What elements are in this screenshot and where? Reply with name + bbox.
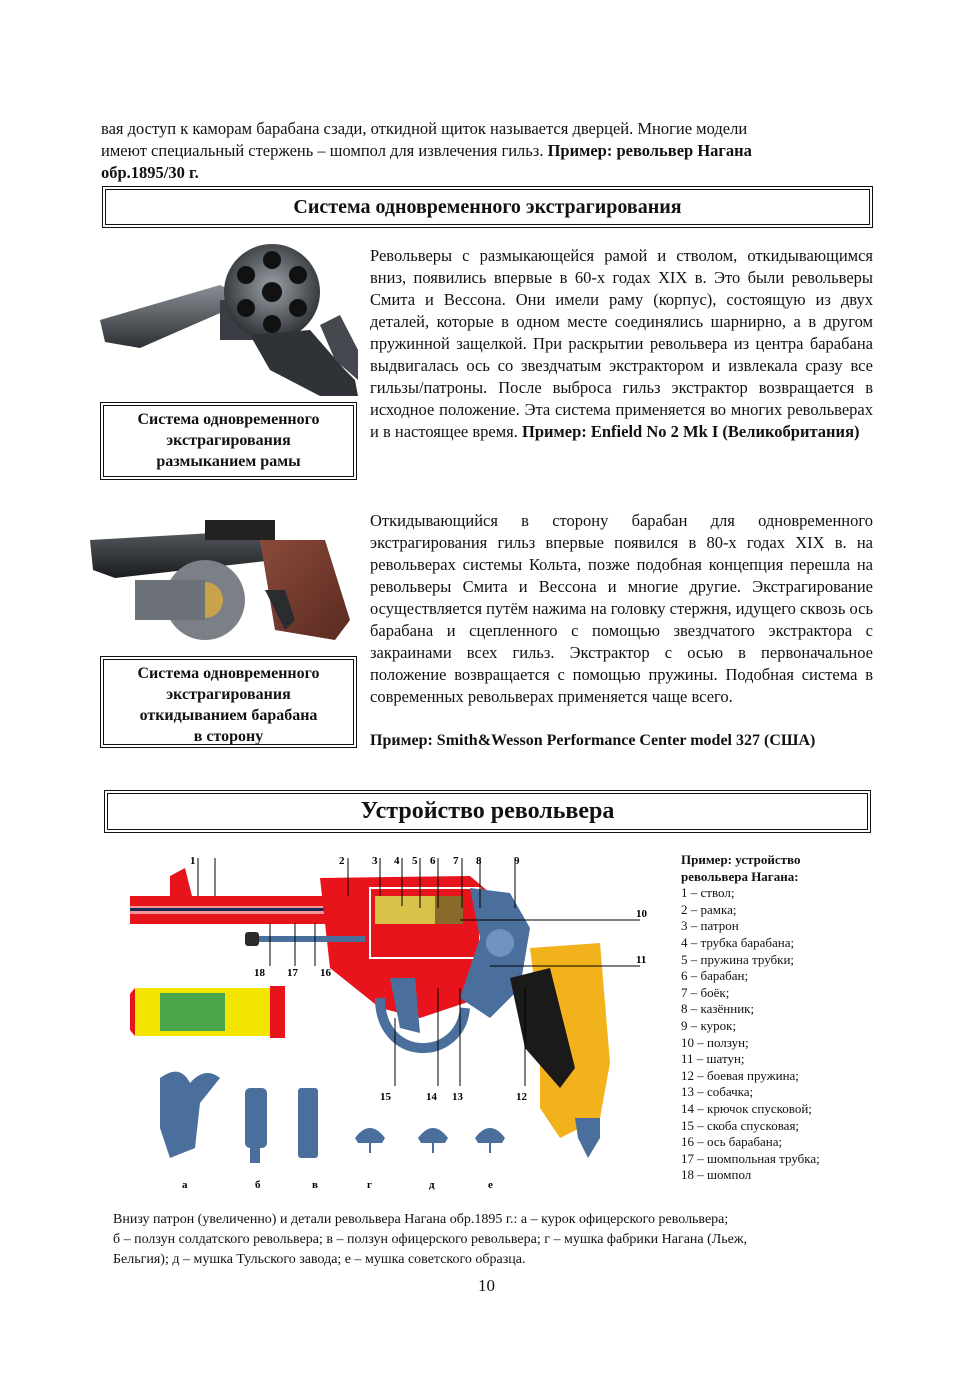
diagram-number: 13 bbox=[452, 1091, 463, 1103]
break-frame-revolver-image bbox=[100, 230, 358, 396]
part-letter: г bbox=[367, 1179, 372, 1191]
diagram-number: 9 bbox=[514, 855, 520, 867]
legend-item: 14 – крючок спусковой; bbox=[681, 1100, 812, 1116]
part-letter: д bbox=[429, 1179, 435, 1191]
swing-out-revolver-drawing bbox=[85, 500, 357, 648]
part-letter: е bbox=[488, 1179, 493, 1191]
page-number: 10 bbox=[478, 1276, 495, 1295]
diagram-legend: Пример: устройство револьвера Нагана: 1 – ствол; 2 – рамка; 3 – патрон 4 – трубка барабана; 5 – пружина трубки; 6 – барабан; 7 – боёк; 8 – казённик; 9 – курок; 10 – ползун; 11 – шатун; 12 – боевая пружина; 13 – собачка; 14 – крючок спусковой; 15 – скоба спусковая; 16 – ось барабана; 17 – шомпольная трубка; 18 – шомпол bbox=[681, 852, 861, 1184]
diagram-number: 10 bbox=[636, 908, 647, 920]
nagant-revolver-diagram bbox=[130, 848, 660, 1193]
diagram-number: 17 bbox=[287, 967, 298, 979]
diagram-number: 18 bbox=[254, 967, 265, 979]
diagram-number: 6 bbox=[430, 855, 436, 867]
diagram-number: 1 bbox=[190, 855, 196, 867]
legend-item: 8 – казённик; bbox=[681, 1001, 755, 1017]
diagram-number: 12 bbox=[516, 1091, 527, 1103]
top-line-2: имеют специальный стержень – шомпол для извлечения гильз. Пример: револьвер Нагана bbox=[101, 141, 752, 160]
diagram-number: 14 bbox=[426, 1091, 437, 1103]
diagram-number: 4 bbox=[394, 855, 400, 867]
top-line-3: обр.1895/30 г. bbox=[101, 163, 199, 182]
legend-item: 16 – ось барабана; bbox=[681, 1134, 783, 1150]
legend-item: 6 – барабан; bbox=[681, 968, 749, 984]
part-letter: а bbox=[182, 1179, 188, 1191]
legend-item: 17 – шомпольная трубка; bbox=[681, 1150, 820, 1166]
nagant-diagram-svg bbox=[130, 848, 660, 1193]
legend-item: 7 – боёк; bbox=[681, 984, 730, 1000]
legend-item: 2 – рамка; bbox=[681, 901, 737, 917]
legend-item: 15 – скоба спусковая; bbox=[681, 1117, 800, 1133]
diagram-number: 15 bbox=[380, 1091, 391, 1103]
paragraph-break-frame: Револьверы с размыкающейся рамой и стволом, откидывающимся вниз, появились впервые в 60-х годах XIX в. Это были револьверы Смита и Вессона. Они имели раму (корпус), состоящую из двух деталей, которые в одном месте соединялись шарнирно, а в другом пружинной защелкой. При раскрытии револьвера из центра барабана выдвигалась ось со звездчатым экстрактором и извлекала сразу все гильзы/патроны. После выброса гильз экстрактор возвращается в исходное положение. Эта система применяется во многих револьверах и в настоящее время. Пример: Enfield No 2 Mk I (Великобритания) bbox=[370, 246, 873, 441]
legend-item: 5 – пружина трубки; bbox=[681, 951, 795, 967]
legend-item: 3 – патрон bbox=[681, 918, 739, 934]
swing-out-revolver-image bbox=[85, 500, 357, 648]
legend-item: 12 – боевая пружина; bbox=[681, 1067, 799, 1083]
part-letter: б bbox=[255, 1179, 261, 1191]
top-line-1: вая доступ к каморам барабана сзади, откидной щиток называется дверцей. Многие модели bbox=[101, 119, 748, 138]
diagram-number: 8 bbox=[476, 855, 482, 867]
diagram-number: 3 bbox=[372, 855, 378, 867]
legend-item: 10 – ползун; bbox=[681, 1034, 749, 1050]
diagram-number: 2 bbox=[339, 855, 345, 867]
legend-item: 1 – ствол; bbox=[681, 885, 735, 901]
legend-item: 9 – курок; bbox=[681, 1017, 737, 1033]
paragraph-swing-out-example: Пример: Smith&Wesson Performance Center model 327 (США) bbox=[370, 732, 816, 749]
diagram-number: 5 bbox=[412, 855, 418, 867]
diagram-number: 16 bbox=[320, 967, 331, 979]
diagram-footnote: Внизу патрон (увеличенно) и детали револьвера Нагана обр.1895 г.: а – курок офицерского револьвера; б – ползун солдатского револьвера; в – ползун офицерского револьвера; г – мушка фабрики Нагана (Льеж, Бельгия); д – мушка Тульского завода; е – мушка советского образца. bbox=[113, 1212, 748, 1267]
top-paragraph bbox=[101, 118, 874, 184]
caption-break-frame: Система одновременного экстрагирования размыканием рамы bbox=[103, 405, 354, 477]
legend-item: 13 – собачка; bbox=[681, 1084, 754, 1100]
legend-item: 4 – трубка барабана; bbox=[681, 934, 795, 950]
section-heading-extraction: Система одновременного экстрагирования bbox=[105, 189, 870, 225]
diagram-number: 11 bbox=[636, 954, 647, 966]
part-letter: в bbox=[312, 1179, 318, 1191]
caption-swing-out: Система одновременного экстрагирования откидыванием барабана в сторону bbox=[103, 659, 354, 745]
legend-item: 18 – шомпол bbox=[681, 1167, 752, 1183]
section-heading-revolver-structure: Устройство револьвера bbox=[107, 793, 868, 830]
diagram-number: 7 bbox=[453, 855, 459, 867]
paragraph-swing-out: Откидывающийся в сторону барабан для одновременного экстрагирования гильз впервые появился в 80-х годах XIX в. на револьверах системы Кольта, позже подобная концепция перешла на револьверы Смита и Вессона и многие другие. Экстрагирование осуществляется путём нажима на головку стержня, идущего сквозь ось барабана и сцепленного с помощью звездчатого экстрактора с закраинами всех гильз. Экстрактор с осью в первоначальное положение возвращается с помощью пружины. Подобная система в современных револьверах применяется чаще всего. bbox=[370, 511, 873, 706]
break-frame-revolver-drawing bbox=[100, 230, 358, 396]
legend-item: 11 – шатун; bbox=[681, 1051, 745, 1067]
